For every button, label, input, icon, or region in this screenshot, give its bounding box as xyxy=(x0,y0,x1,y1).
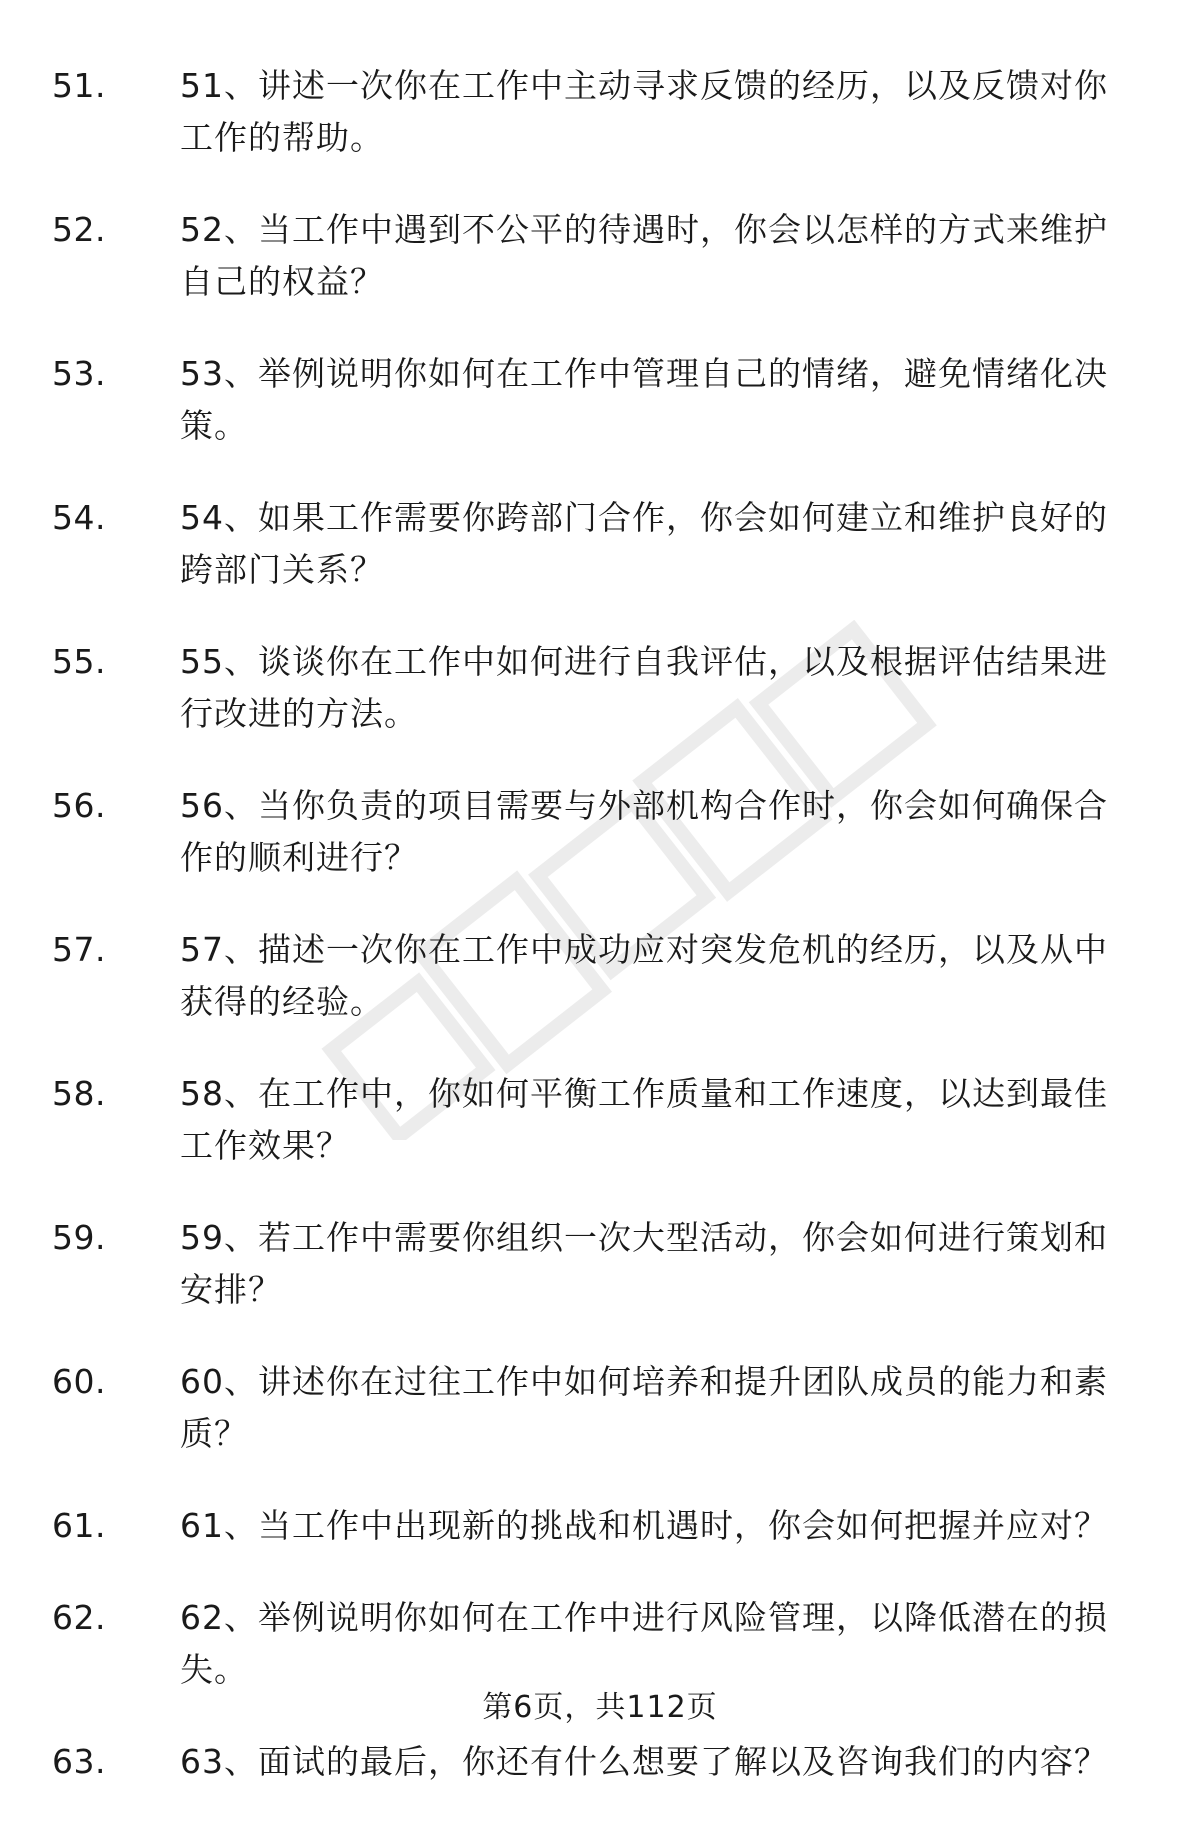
question-text: 57、描述一次你在工作中成功应对突发危机的经历，以及从中获得的经验。 xyxy=(180,930,1108,1021)
question-number: 59. xyxy=(52,1218,106,1257)
question-text: 58、在工作中，你如何平衡工作质量和工作速度，以达到最佳工作效果？ xyxy=(180,1074,1108,1165)
question-item-53 xyxy=(0,348,1200,452)
question-item-56 xyxy=(0,780,1200,884)
question-text: 60、讲述你在过往工作中如何培养和提升团队成员的能力和素质？ xyxy=(180,1362,1108,1453)
question-number: 63. xyxy=(52,1742,106,1781)
question-number: 53. xyxy=(52,354,106,393)
question-item-60 xyxy=(0,1356,1200,1460)
question-number: 62. xyxy=(52,1598,106,1637)
question-list xyxy=(0,60,1200,1828)
question-text: 51、讲述一次你在工作中主动寻求反馈的经历，以及反馈对你工作的帮助。 xyxy=(180,66,1108,157)
question-item-61 xyxy=(0,1500,1200,1552)
question-number: 54. xyxy=(52,498,106,537)
question-item-52 xyxy=(0,204,1200,308)
question-item-59 xyxy=(0,1212,1200,1316)
question-number: 55. xyxy=(52,642,106,681)
question-item-62 xyxy=(0,1592,1200,1696)
question-item-58 xyxy=(0,1068,1200,1172)
question-number: 61. xyxy=(52,1506,106,1545)
question-item-54 xyxy=(0,492,1200,596)
question-text: 56、当你负责的项目需要与外部机构合作时，你会如何确保合作的顺利进行？ xyxy=(180,786,1108,877)
question-text: 54、如果工作需要你跨部门合作，你会如何建立和维护良好的跨部门关系？ xyxy=(180,498,1108,589)
question-text: 61、当工作中出现新的挑战和机遇时，你会如何把握并应对？ xyxy=(180,1506,1108,1545)
question-text: 53、举例说明你如何在工作中管理自己的情绪，避免情绪化决策。 xyxy=(180,354,1108,445)
question-item-63 xyxy=(0,1736,1200,1788)
question-number: 52. xyxy=(52,210,106,249)
page-footer: 第6页，共112页 xyxy=(482,1690,718,1725)
question-text: 62、举例说明你如何在工作中进行风险管理，以降低潜在的损失。 xyxy=(180,1598,1108,1689)
question-text: 52、当工作中遇到不公平的待遇时，你会以怎样的方式来维护自己的权益？ xyxy=(180,210,1108,301)
question-number: 56. xyxy=(52,786,106,825)
question-item-51 xyxy=(0,60,1200,164)
question-item-57 xyxy=(0,924,1200,1028)
question-text: 63、面试的最后，你还有什么想要了解以及咨询我们的内容？ xyxy=(180,1742,1108,1781)
question-number: 60. xyxy=(52,1362,106,1401)
question-text: 55、谈谈你在工作中如何进行自我评估，以及根据评估结果进行改进的方法。 xyxy=(180,642,1108,733)
question-item-55 xyxy=(0,636,1200,740)
question-number: 58. xyxy=(52,1074,106,1113)
question-number: 57. xyxy=(52,930,106,969)
question-text: 59、若工作中需要你组织一次大型活动，你会如何进行策划和安排？ xyxy=(180,1218,1108,1309)
question-number: 51. xyxy=(52,66,106,105)
